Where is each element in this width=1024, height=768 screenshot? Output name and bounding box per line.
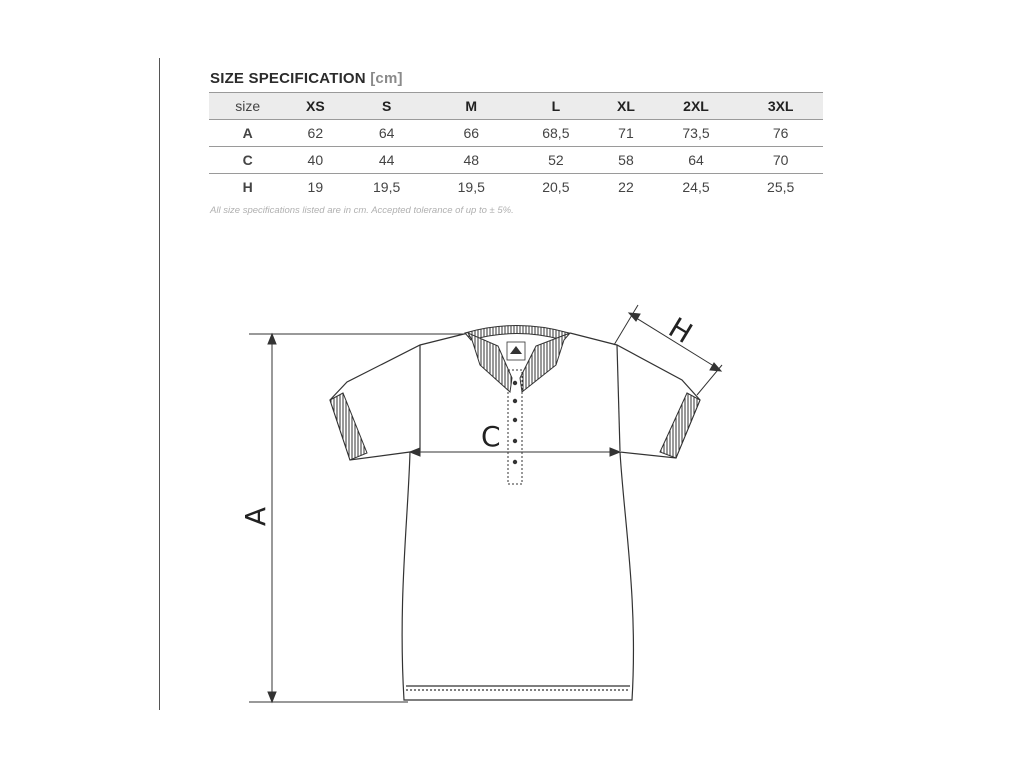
size-header-cell: XL — [598, 93, 654, 120]
size-header-cell: S — [344, 93, 429, 120]
row-label: H — [242, 179, 253, 195]
table-cell: 19,5 — [373, 179, 401, 195]
table-cell: 58 — [598, 147, 654, 174]
size-header-cell: L — [514, 93, 599, 120]
table-cell: 64 — [654, 147, 739, 174]
dimension-c-label: C — [481, 420, 501, 453]
size-spec-unit: [cm] — [370, 70, 403, 87]
shirt-body — [330, 333, 700, 700]
table-cell: 71 — [598, 120, 654, 147]
row-label: A — [209, 120, 286, 147]
table-cell: 64 — [344, 120, 429, 147]
table-cell: 68,5 — [514, 120, 599, 147]
table-cell: 66 — [429, 120, 514, 147]
table-cell: 52 — [514, 147, 599, 174]
right-sleeve-cuff — [660, 393, 700, 458]
table-cell: 76 — [738, 120, 823, 147]
dimension-h-line — [614, 305, 722, 395]
dimension-c-line — [410, 448, 620, 456]
left-sleeve-cuff — [330, 393, 367, 460]
dimension-a-line — [249, 334, 478, 702]
size-header-cell: 2XL — [654, 93, 739, 120]
shirt-collar — [465, 326, 570, 393]
table-cell: 73,5 — [654, 120, 739, 147]
size-header-cell: XS — [286, 93, 344, 120]
table-cell: 62 — [286, 120, 344, 147]
row-label: C — [209, 147, 286, 174]
table-cell: 19 — [307, 179, 324, 195]
dimension-h-label: H — [663, 310, 699, 351]
table-cell: 22 — [618, 179, 634, 195]
table-cell: 19,5 — [457, 179, 485, 195]
table-cell: 20,5 — [542, 179, 570, 195]
table-cell: 44 — [344, 147, 429, 174]
size-spec-title-text: SIZE SPECIFICATION — [210, 70, 366, 87]
table-cell: 25,5 — [767, 179, 795, 195]
size-header-cell: M — [429, 93, 514, 120]
table-cell: 70 — [738, 147, 823, 174]
size-header-cell: 3XL — [738, 93, 823, 120]
table-cell: 48 — [429, 147, 514, 174]
dimension-a-label: A — [239, 506, 273, 527]
table-cell: 24,5 — [682, 179, 710, 195]
table-cell: 40 — [286, 147, 344, 174]
tolerance-note: All size specifications listed are in cm. Accepted tolerance of up to ± 5%. — [210, 205, 514, 216]
size-header-cell: size — [209, 93, 286, 120]
